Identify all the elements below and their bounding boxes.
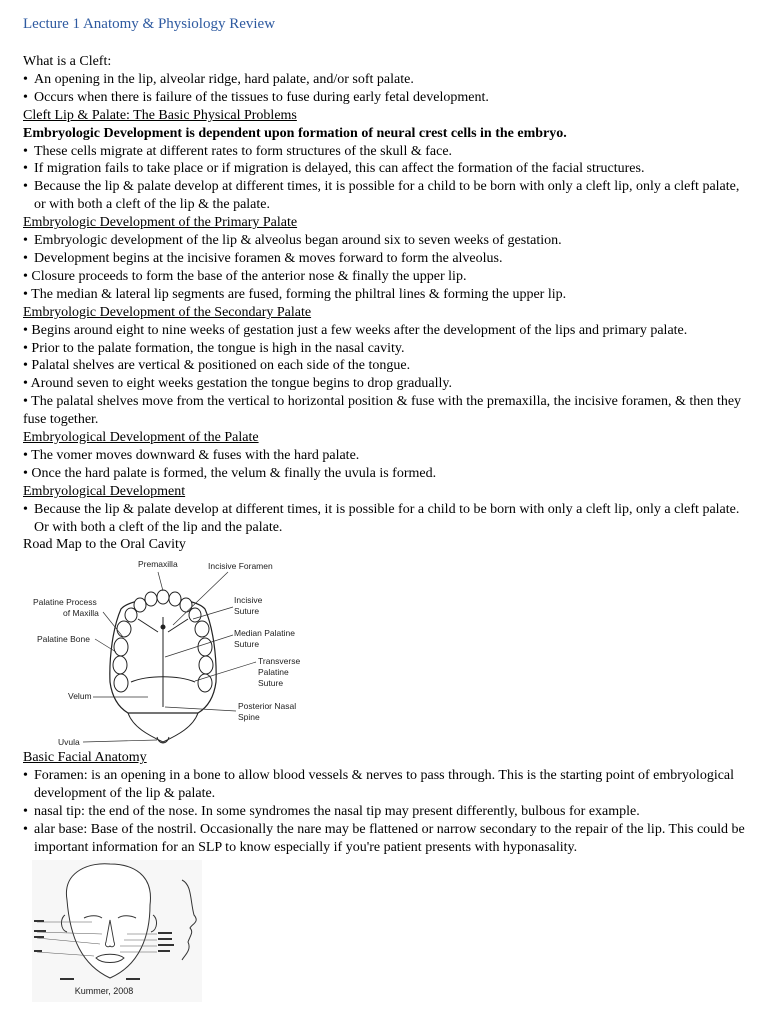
section-heading-dev-palate: Embryological Development of the Palate — [23, 430, 259, 446]
bullet-item: • Embryologic development of the lip & alveolus began around six to seven weeks of gestation. — [23, 233, 562, 249]
section-heading-secondary-palate: Embryologic Development of the Secondary Palate — [23, 304, 312, 320]
label-median-palatine-2: Suture — [234, 639, 260, 650]
bullet-item: • Begins around eight to nine weeks of gestation just a few weeks after the development of the lips and primary palate. — [23, 322, 688, 338]
what-is-cleft-heading: What is a Cleft: — [23, 54, 112, 69]
bullet-item: • Foramen: is an opening in a bone to allow blood vessels & nerves to pass through. This is the starting point of embryological development of the lip & palate. — [23, 768, 735, 802]
bullet-item: • Development begins at the incisive foramen & moves forward to form the alveolus. — [23, 250, 503, 266]
label-transverse-2: Palatine — [258, 667, 289, 678]
bullet-item: • Because the lip & palate develop at different times, it is possible for a child to be born with only a cleft lip, only a cleft palate, or with both a cleft of the lip & the palate. — [23, 179, 740, 213]
section-heading-cleft-lip-palate: Cleft Lip & Palate: The Basic Physical Problems — [23, 107, 297, 123]
label-incisive-suture: Incisive — [234, 595, 263, 606]
bullet-item: • The vomer moves downward & fuses with the hard palate. — [23, 447, 360, 463]
bullet-item: • These cells migrate at different rates to form structures of the skull & face. — [23, 143, 453, 159]
face-diagram — [32, 860, 202, 1002]
label-transverse: Transverse — [258, 656, 301, 667]
label-velum: Velum — [68, 691, 92, 702]
bullet-item: • If migration fails to take place or if migration is delayed, this can affect the formation of the facial structures. — [23, 161, 645, 177]
bullet-item: • Because the lip & palate develop at different times, it is possible for a child to be born with only a cleft lip, only a cleft palate. Or with both a cleft of the lip and the palate. — [23, 501, 740, 535]
bullet-item: • Once the hard palate is formed, the velum & finally the uvula is formed. — [23, 465, 437, 481]
section-heading-basic-facial-anatomy: Basic Facial Anatomy — [23, 750, 147, 766]
bullet-item: • alar base: Base of the nostril. Occasionally the nare may be flattened or narrow secondary to the repair of the lip. This could be important information for an SLP to know especially if you're patient presents with hyponasality. — [23, 822, 745, 855]
label-premaxilla: Premaxilla — [138, 559, 178, 570]
label-incisive-foramen: Incisive Foramen — [208, 561, 273, 572]
palate-diagram — [23, 557, 308, 747]
figure-caption: Kummer, 2008 — [74, 985, 134, 996]
label-posterior-nasal-spine: Posterior Nasal — [238, 701, 297, 712]
label-incisive-suture-2: Suture — [234, 606, 260, 617]
road-map-heading: Road Map to the Oral Cavity — [23, 537, 186, 553]
bullet-item: • Around seven to eight weeks gestation the tongue begins to drop gradually. — [23, 376, 452, 392]
bullet-item: • The median & lateral lip segments are fused, forming the philtral lines & forming the upper lip. — [23, 286, 567, 302]
bullet-item: • Closure proceeds to form the base of the anterior nose & finally the upper lip. — [23, 268, 467, 284]
page-title: Lecture 1 Anatomy & Physiology Review — [23, 16, 276, 32]
label-uvula: Uvula — [58, 737, 80, 748]
label-palatine-process: Palatine Process — [33, 597, 97, 608]
label-transverse-3: Suture — [258, 678, 284, 689]
section-heading-embryological-development: Embryological Development — [23, 483, 186, 499]
document-body — [23, 53, 751, 1002]
label-palatine-process-2: of Maxilla — [63, 608, 99, 619]
bullet-item: • The palatal shelves move from the vertical to horizontal position & fuse with the premaxilla, the incisive foramen, & then they fuse together. — [23, 394, 742, 428]
bullet-item: • Prior to the palate formation, the tongue is high in the nasal cavity. — [23, 340, 405, 356]
label-palatine-bone: Palatine Bone — [37, 634, 90, 645]
label-median-palatine: Median Palatine — [234, 628, 295, 639]
label-posterior-nasal-spine-2: Spine — [238, 712, 260, 723]
bold-statement: Embryologic Development is dependent upon formation of neural crest cells in the embryo. — [23, 125, 567, 141]
bullet-item: • Palatal shelves are vertical & positioned on each side of the tongue. — [23, 358, 411, 374]
section-heading-primary-palate: Embryologic Development of the Primary Palate — [23, 215, 298, 231]
bullet-item: • An opening in the lip, alveolar ridge, hard palate, and/or soft palate. — [23, 71, 414, 87]
bullet-item: • Occurs when there is failure of the tissues to fuse during early fetal development. — [23, 89, 489, 105]
bullet-item: • nasal tip: the end of the nose. In some syndromes the nasal tip may present differently, bulbous for example. — [23, 804, 640, 820]
